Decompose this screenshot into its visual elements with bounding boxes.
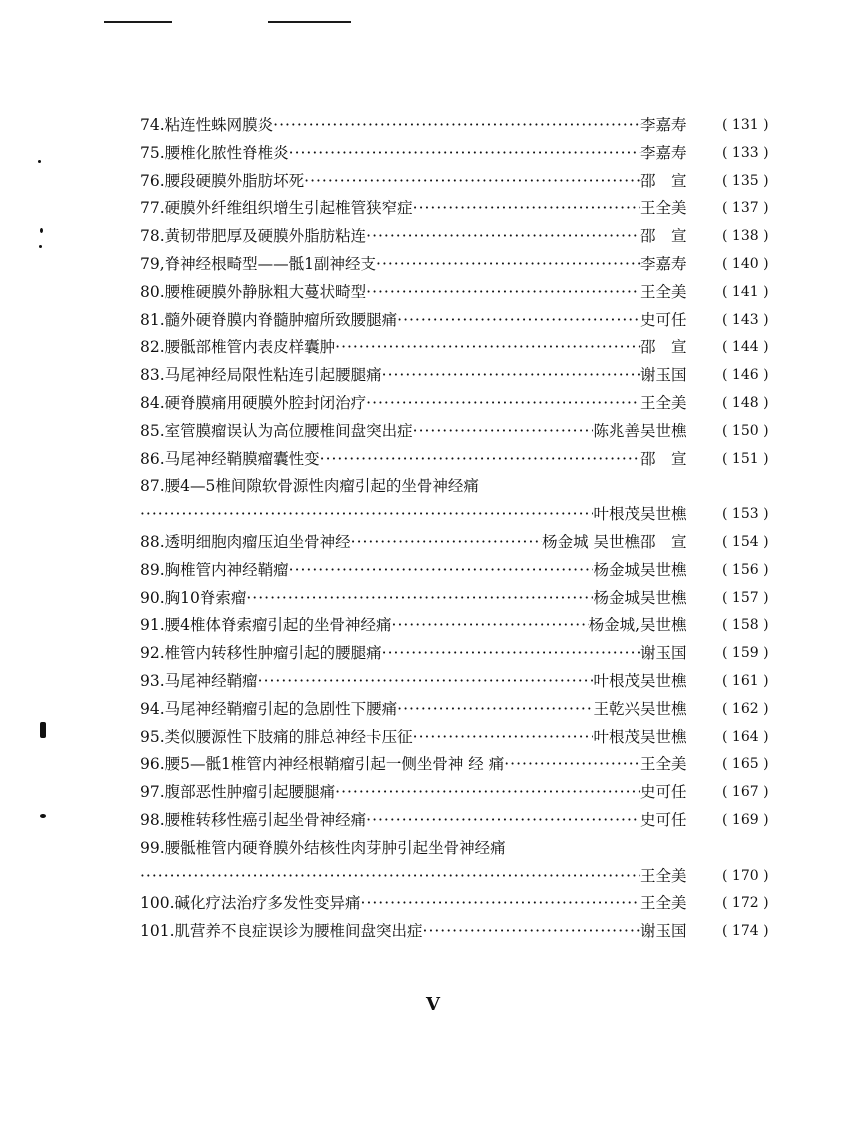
entry-title: 75.腰椎化脓性脊椎炎: [140, 143, 289, 162]
entry-page: ( 154 ): [722, 533, 769, 550]
entry-page: ( 144 ): [722, 339, 769, 356]
entry-title: 79,脊神经根畸型——骶1副神经支: [140, 254, 377, 273]
entry-author: 吴世樵: [640, 505, 687, 524]
entry-page: ( 161 ): [722, 672, 769, 689]
leader-dots: [289, 557, 594, 585]
entry-title: 88.透明细胞肉瘤压迫坐骨神经: [140, 532, 351, 551]
entry-author: 史可任: [640, 810, 687, 829]
entry-page: ( 169 ): [722, 811, 769, 828]
toc-entry: [140, 779, 780, 807]
leader-dots: [366, 807, 640, 835]
entry-title: 81.髓外硬脊膜内脊髓肿瘤所致腰腿痛: [140, 310, 398, 329]
entry-author: 吴世樵: [640, 727, 687, 746]
leader-dots: [258, 668, 594, 696]
toc-entry: [140, 390, 780, 418]
entry-title: 83.马尾神经局限性粘连引起腰腿痛: [140, 366, 382, 385]
toc-entry: [140, 668, 780, 696]
page-number: V: [426, 994, 440, 1015]
toc-entry: [140, 251, 780, 279]
toc-entry: [140, 585, 780, 613]
entry-page: ( 146 ): [722, 367, 769, 384]
entry-title: 77.硬膜外纤维组织增生引起椎管狭窄症: [140, 199, 413, 218]
entry-author: 王全美: [640, 199, 687, 218]
toc-entry: [140, 112, 780, 140]
entry-title: 95.类似腰源性下肢痛的腓总神经卡压征: [140, 727, 413, 746]
leader-dots: [397, 307, 640, 335]
toc-entry: [140, 724, 780, 752]
entry-title: 80.腰椎硬膜外静脉粗大蔓状畸型: [140, 282, 367, 301]
entry-author: 谢玉国: [640, 644, 687, 663]
leader-dots: [366, 279, 640, 307]
entry-page: ( 157 ): [722, 589, 769, 606]
entry-author: 邵 宣: [640, 532, 687, 551]
entry-page: ( 167 ): [722, 784, 769, 801]
toc-entry: [140, 307, 780, 335]
entry-page: ( 164 ): [722, 728, 769, 745]
toc-entry: [140, 529, 780, 557]
entry-page: ( 159 ): [722, 645, 769, 662]
entry-title: 100.碱化疗法治疗多发性变异痛: [140, 894, 361, 913]
entry-title: 96.腰5—骶1椎管内神经根鞘瘤引起一侧坐骨神 经 痛: [140, 755, 505, 774]
leader-dots: [366, 223, 640, 251]
leader-dots: [504, 751, 640, 779]
entry-author: 邵 宣: [640, 338, 687, 357]
entry-title: 92.椎管内转移性肿瘤引起的腰腿痛: [140, 644, 382, 663]
leader-dots: [289, 140, 640, 168]
entry-page: ( 138 ): [722, 228, 769, 245]
entry-author: 王全美: [640, 894, 687, 913]
entry-page: ( 174 ): [722, 923, 769, 940]
leader-dots: [304, 168, 640, 196]
toc-entry: [140, 279, 780, 307]
entry-author: 吴世樵: [640, 671, 687, 690]
toc-entry: [140, 835, 780, 863]
entry-title: 91.腰4椎体脊索瘤引起的坐骨神经痛: [140, 616, 392, 635]
margin-speck: [38, 160, 41, 163]
toc-entry: [140, 612, 780, 640]
entry-page: ( 133 ): [722, 144, 769, 161]
toc-entry: [140, 334, 780, 362]
toc-entry: [140, 696, 780, 724]
entry-author: 吴世樵: [640, 699, 687, 718]
entry-author: 王全美: [640, 866, 687, 885]
entry-coauthor: 叶根茂: [593, 727, 640, 746]
toc-entry: [140, 195, 780, 223]
entry-page: ( 170 ): [722, 867, 769, 884]
entry-page: ( 158 ): [722, 617, 769, 634]
entry-page: ( 172 ): [722, 895, 769, 912]
entry-title: 84.硬脊膜痛用硬膜外腔封闭治疗: [140, 393, 367, 412]
entry-page: ( 165 ): [722, 756, 769, 773]
entry-author: 王全美: [640, 393, 687, 412]
entry-coauthor: 陈兆善: [593, 421, 640, 440]
leader-dots: [376, 251, 640, 279]
entry-author: 史可任: [640, 783, 687, 802]
toc-entry: [140, 640, 780, 668]
entry-page: ( 148 ): [722, 394, 769, 411]
entry-title: 82.腰骶部椎管内表皮样囊肿: [140, 338, 336, 357]
entry-title: 87.腰4—5椎间隙软骨源性肉瘤引起的坐骨神经痛: [140, 477, 479, 496]
leader-dots: [397, 696, 593, 724]
toc-entry: [140, 140, 780, 168]
leader-dots: [351, 529, 542, 557]
entry-title: 99.腰骶椎管内硬脊膜外结核性肉芽肿引起坐骨神经痛: [140, 838, 506, 857]
entry-coauthor: 杨金城,: [588, 616, 640, 635]
toc-entry: [140, 223, 780, 251]
toc-entry: [140, 446, 780, 474]
leader-dots: [140, 863, 640, 891]
entry-title: 86.马尾神经鞘膜瘤囊性变: [140, 449, 320, 468]
toc-entry: [140, 751, 780, 779]
toc-entry: [140, 918, 780, 946]
entry-coauthor: 叶根茂: [593, 505, 640, 524]
leader-dots: [413, 724, 594, 752]
entry-page: ( 143 ): [722, 311, 769, 328]
entry-author: 谢玉国: [640, 922, 687, 941]
leader-dots: [361, 890, 640, 918]
entry-page: ( 131 ): [722, 117, 769, 133]
toc-entry: [140, 418, 780, 446]
entry-title: 85.室管膜瘤误认为高位腰椎间盘突出症: [140, 421, 413, 440]
entry-author: 李嘉寿: [640, 254, 687, 273]
leader-dots: [246, 585, 593, 613]
entry-author: 邵 宣: [640, 449, 687, 468]
margin-speck: [40, 814, 46, 818]
entry-title: 97.腹部恶性肿瘤引起腰腿痛: [140, 783, 336, 802]
toc-entry: [140, 890, 780, 918]
entry-page: ( 137 ): [722, 200, 769, 217]
entry-page: ( 162 ): [722, 700, 769, 717]
entry-coauthor: 杨金城: [593, 588, 640, 607]
leader-dots: [382, 640, 640, 668]
leader-dots: [423, 918, 640, 946]
header-rule-right: [268, 21, 351, 23]
entry-author: 吴世樵: [640, 616, 687, 635]
entry-author: 邵 宣: [640, 171, 687, 190]
leader-dots: [273, 112, 640, 140]
leader-dots: [382, 362, 640, 390]
entry-page: ( 153 ): [722, 506, 769, 523]
toc-entry: [140, 807, 780, 835]
entry-author: 史可任: [640, 310, 687, 329]
entry-page: ( 151 ): [722, 450, 769, 467]
entry-author: 谢玉国: [640, 366, 687, 385]
entry-author: 李嘉寿: [640, 116, 687, 134]
leader-dots: [413, 418, 594, 446]
entry-page: ( 141 ): [722, 283, 769, 300]
entry-author: 吴世樵: [640, 560, 687, 579]
toc-entry: [140, 362, 780, 390]
entry-author: 吴世樵: [640, 588, 687, 607]
toc-entry: [140, 501, 780, 529]
entry-page: ( 135 ): [722, 172, 769, 189]
entry-page: ( 140 ): [722, 255, 769, 272]
entry-title: 98.腰椎转移性癌引起坐骨神经痛: [140, 810, 367, 829]
entry-author: 邵 宣: [640, 227, 687, 246]
leader-dots: [392, 612, 589, 640]
entry-coauthor: 王乾兴: [593, 699, 640, 718]
leader-dots: [335, 779, 640, 807]
entry-author: 吴世樵: [640, 421, 687, 440]
entry-author: 王全美: [640, 282, 687, 301]
margin-speck: [39, 245, 42, 248]
toc-entry: [140, 863, 780, 891]
entry-title: 101.肌营养不良症误诊为腰椎间盘突出症: [140, 922, 423, 941]
entry-page: ( 156 ): [722, 561, 769, 578]
entry-coauthor: 杨金城 吴世樵: [542, 532, 640, 551]
entry-coauthor: 杨金城: [593, 560, 640, 579]
header-rule-left: [104, 21, 172, 23]
leader-dots: [413, 195, 640, 223]
entry-author: 李嘉寿: [640, 143, 687, 162]
margin-speck: [40, 228, 43, 233]
entry-page: ( 150 ): [722, 422, 769, 439]
leader-dots: [320, 446, 640, 474]
entry-coauthor: 叶根茂: [593, 671, 640, 690]
leader-dots: [140, 501, 593, 529]
entry-title: 74.粘连性蛛网膜炎: [140, 116, 274, 134]
leader-dots: [335, 334, 640, 362]
toc-entry: [140, 557, 780, 585]
table-of-contents: [140, 112, 780, 946]
toc-entry: [140, 168, 780, 196]
toc-entry: [140, 473, 780, 501]
margin-speck: [40, 722, 46, 738]
entry-title: 94.马尾神经鞘瘤引起的急剧性下腰痛: [140, 699, 398, 718]
entry-title: 90.胸10脊索瘤: [140, 588, 247, 607]
entry-author: 王全美: [640, 755, 687, 774]
leader-dots: [366, 390, 640, 418]
entry-title: 76.腰段硬膜外脂肪坏死: [140, 171, 305, 190]
entry-title: 78.黄韧带肥厚及硬膜外脂肪粘连: [140, 227, 367, 246]
entry-title: 93.马尾神经鞘瘤: [140, 671, 258, 690]
entry-title: 89.胸椎管内神经鞘瘤: [140, 560, 289, 579]
